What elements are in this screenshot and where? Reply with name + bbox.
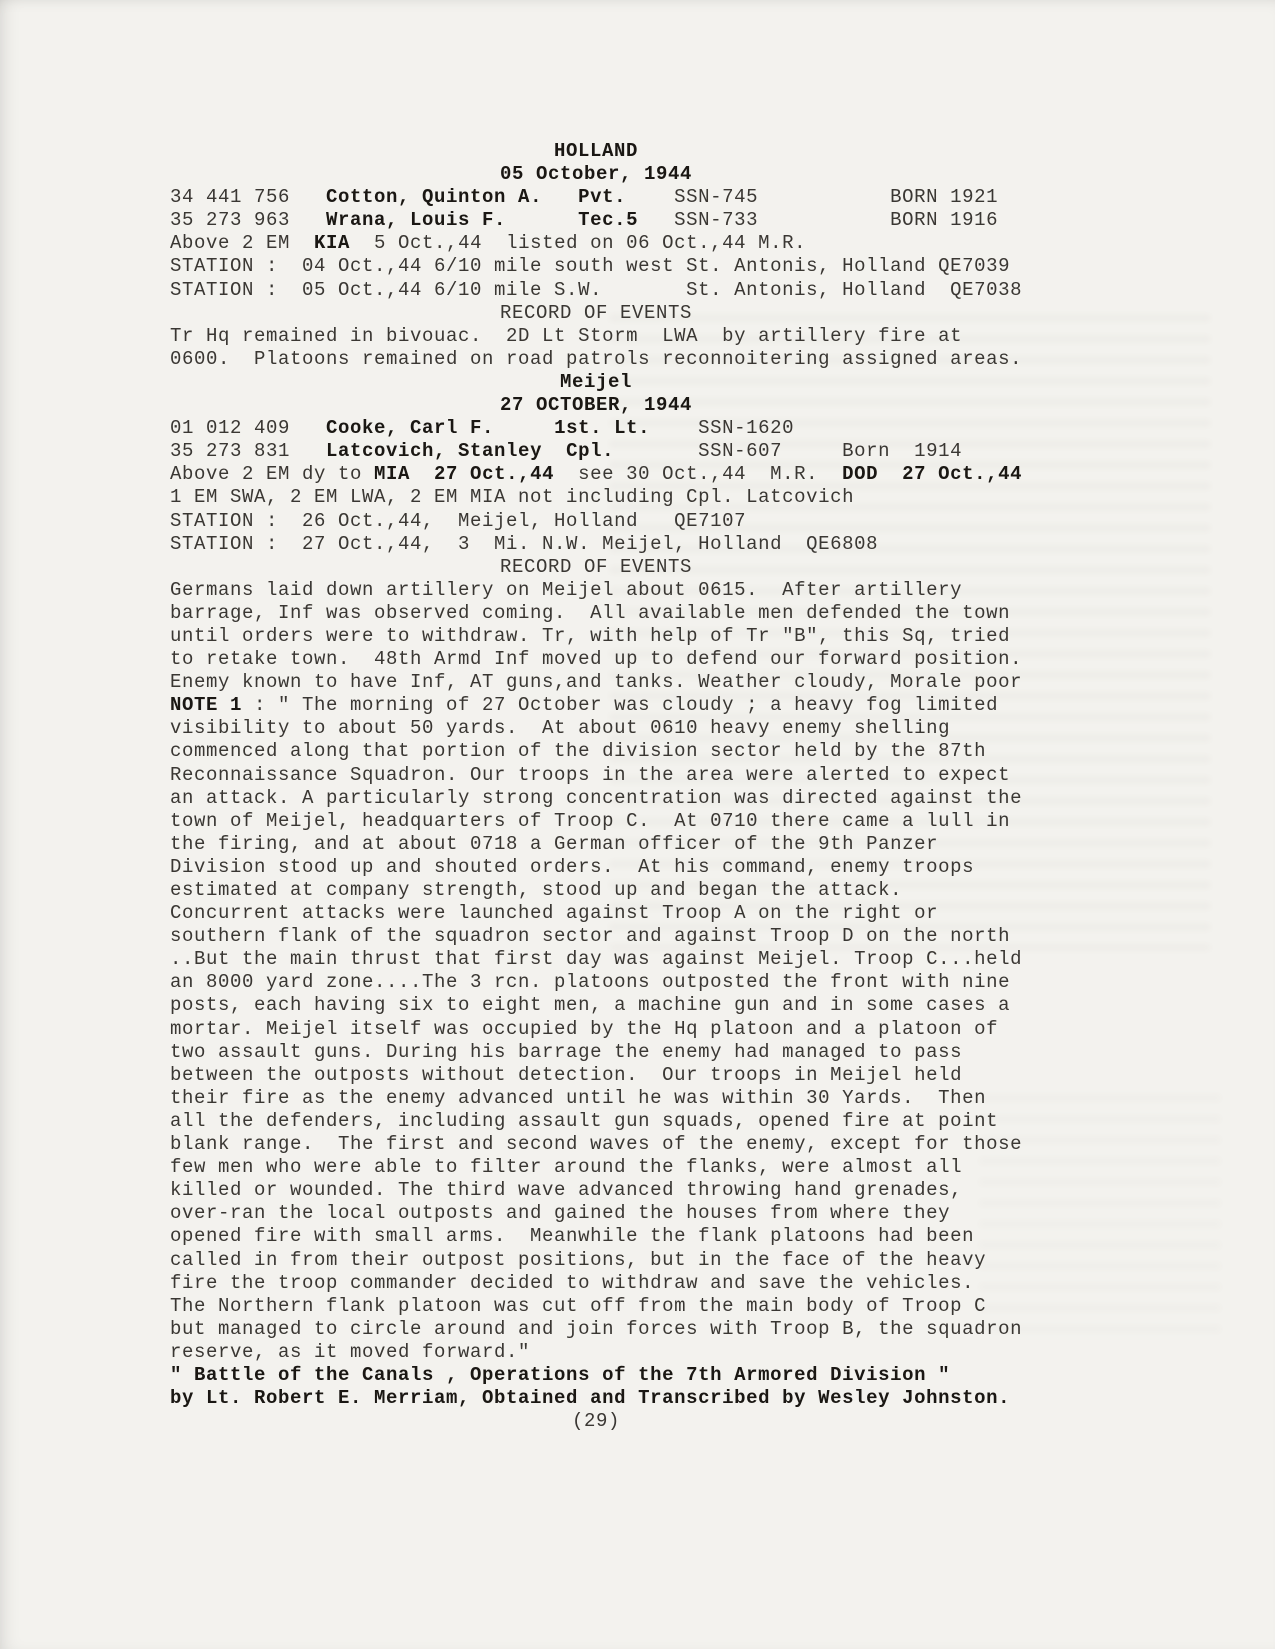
note-line [170, 694, 1022, 717]
text-segment [494, 417, 554, 439]
record-line [170, 671, 1022, 694]
text-segment: SSN-1620 [650, 417, 795, 440]
emphasis-text: Pvt. [578, 186, 627, 209]
text-segment: The Northern flank platoon was cut off from the main body of Troop C [170, 1294, 987, 1317]
text-segment: RECORD OF EVENTS [499, 301, 693, 324]
text-segment: barrage, Inf was observed coming. All available men defended the town [170, 601, 1011, 624]
roster-row [170, 209, 1022, 232]
record-line [170, 879, 1022, 902]
text-segment: mortar. Meijel itself was occupied by the Hq platoon and a platoon of [170, 1017, 999, 1040]
emphasis-text: " Battle of the Canals , Operations of the 7th Armored Division " [170, 1363, 951, 1386]
text-segment [506, 209, 578, 231]
record-line [170, 348, 1022, 371]
record-line [170, 902, 1022, 925]
record-line [170, 1156, 1022, 1179]
text-segment: all the defenders, including assault gun squads, opened fire at point [170, 1109, 999, 1132]
section-date [170, 394, 1022, 417]
roster-row [170, 186, 1022, 209]
text-segment: commenced along that portion of the division sector held by the 87th [170, 740, 987, 763]
text-segment: the firing, and at about 0718 a German officer of the 9th Panzer [170, 832, 939, 855]
roster-row [170, 417, 1022, 440]
citation-line [170, 1364, 1022, 1387]
record-line [170, 1041, 1022, 1064]
station-line [170, 510, 1022, 533]
text-segment: two assault guns. During his barrage the enemy had managed to pass [170, 1040, 963, 1063]
record-line [170, 1249, 1022, 1272]
text-segment: Concurrent attacks were launched against Troop A on the right or [170, 902, 939, 925]
text-segment: 0600. Platoons remained on road patrols reconnoitering assigned areas. [170, 347, 1023, 370]
text-segment: an attack. A particularly strong concentration was directed against the [170, 786, 1023, 809]
text-segment: but managed to circle around and join forces with Troop B, the squadron [170, 1317, 1023, 1340]
text-segment: STATION : 05 Oct.,44 6/10 mile S.W. St. Antonis, Holland QE7038 [170, 278, 1023, 301]
emphasis-text: Meijel [559, 370, 632, 393]
text-segment: 1 EM SWA, 2 EM LWA, 2 EM MIA not including Cpl. Latcovich [170, 486, 855, 509]
record-line [170, 1110, 1022, 1133]
document-content [170, 140, 1022, 1433]
section-title [170, 140, 1022, 163]
text-segment: (29) [571, 1410, 620, 1433]
emphasis-text: HOLLAND [553, 140, 638, 162]
record-line [170, 602, 1022, 625]
record-line [170, 925, 1022, 948]
emphasis-text: Cooke, Carl F. [326, 417, 495, 440]
text-segment: Above 2 EM [170, 232, 315, 255]
text-segment: Division stood up and shouted orders. At his command, enemy troops [170, 855, 975, 878]
text-segment: between the outposts without detection. Our troops in Meijel held [170, 1063, 963, 1086]
text-segment: 35 273 963 [170, 209, 327, 232]
text-segment: town of Meijel, headquarters of Troop C. At 0710 there came a lull in [170, 809, 1011, 832]
emphasis-text: 27 OCTOBER, 1944 [499, 394, 693, 417]
emphasis-text: DOD 27 Oct.,44 [842, 463, 1023, 486]
station-line [170, 279, 1022, 302]
record-line [170, 625, 1022, 648]
text-segment: their fire as the enemy advanced until he was within 30 Yards. Then [170, 1086, 987, 1109]
record-line [170, 579, 1022, 602]
text-segment: estimated at company strength, stood up and began the attack. [170, 879, 903, 901]
roster-row [170, 440, 1022, 463]
record-line [170, 1272, 1022, 1295]
citation-line [170, 1387, 1022, 1410]
page-number [170, 1410, 1022, 1433]
text-segment: killed or wounded. The third wave advanced throwing hand grenades, [170, 1179, 963, 1202]
record-line [170, 994, 1022, 1017]
record-line [170, 1225, 1022, 1248]
emphasis-text: by Lt. Robert E. Merriam, Obtained and Transcribed by Wesley Johnston. [170, 1387, 1011, 1410]
text-segment: Tr Hq remained in bivouac. 2D Lt Storm LWA by artillery fire at [170, 324, 963, 347]
emphasis-text: Cotton, Quinton A. [326, 186, 543, 209]
emphasis-text: KIA [314, 232, 351, 255]
text-segment: posts, each having six to eight men, a machine gun and in some cases a [170, 994, 1011, 1017]
text-segment: to retake town. 48th Armd Inf moved up to defend our forward position. [170, 648, 1023, 671]
record-line [170, 1202, 1022, 1225]
record-heading [170, 302, 1022, 325]
text-segment: southern flank of the squadron sector and against Troop D on the north [170, 925, 1011, 948]
record-line [170, 1179, 1022, 1202]
record-line [170, 740, 1022, 763]
text-segment: Reconnaissance Squadron. Our troops in the area were alerted to expect [170, 763, 1011, 786]
emphasis-text: Cpl. [566, 440, 615, 463]
text-segment: ..But the main thrust that first day was against Meijel. Troop C...held [170, 948, 1023, 971]
record-line [170, 764, 1022, 787]
text-segment [542, 186, 578, 208]
record-line [170, 810, 1022, 833]
record-line [170, 971, 1022, 994]
text-segment: Enemy known to have Inf, AT guns,and tanks. Weather cloudy, Morale poor [170, 671, 1023, 694]
text-segment: SSN-733 BORN 1916 [638, 209, 999, 232]
text-segment: blank range. The first and second waves of the enemy, except for those [170, 1133, 1023, 1156]
text-segment: SSN-745 BORN 1921 [626, 186, 999, 209]
text-segment: 5 Oct.,44 listed on 06 Oct.,44 M.R. [350, 232, 807, 255]
section-title [170, 371, 1022, 394]
emphasis-text: MIA 27 Oct.,44 [374, 463, 555, 486]
text-segment: until orders were to withdraw. Tr, with help of Tr "B", this Sq, tried [170, 624, 1011, 647]
casualty-line [170, 232, 1022, 255]
record-line [170, 717, 1022, 740]
text-segment: : " The morning of 27 October was cloudy ; a heavy fog limited [242, 694, 999, 717]
text-segment: opened fire with small arms. Meanwhile the flank platoons had been [170, 1225, 975, 1248]
record-line [170, 948, 1022, 971]
station-line [170, 255, 1022, 278]
record-line [170, 325, 1022, 348]
text-segment [542, 440, 566, 462]
emphasis-text: Wrana, Louis F. [326, 209, 507, 232]
text-segment: Germans laid down artillery on Meijel about 0615. After artillery [170, 578, 963, 601]
emphasis-text: 05 October, 1944 [499, 163, 693, 186]
text-segment: 01 012 409 [170, 417, 327, 440]
text-segment: STATION : 04 Oct.,44 6/10 mile south west St. Antonis, Holland QE7039 [170, 255, 1011, 278]
emphasis-text: NOTE 1 [170, 694, 243, 717]
text-segment: 34 441 756 [170, 186, 327, 209]
casualty-line [170, 463, 1022, 486]
text-segment: an 8000 yard zone....The 3 rcn. platoons outposted the front with nine [170, 971, 1011, 994]
record-line [170, 1018, 1022, 1041]
emphasis-text: Tec.5 [578, 209, 639, 232]
text-segment: see 30 Oct.,44 M.R. [554, 463, 843, 486]
text-segment: RECORD OF EVENTS [499, 555, 693, 578]
record-line [170, 856, 1022, 879]
text-segment: 35 273 831 [170, 440, 327, 463]
emphasis-text: 1st. Lt. [554, 417, 651, 440]
casualty-line [170, 486, 1022, 509]
station-line [170, 533, 1022, 556]
record-line [170, 1295, 1022, 1318]
record-line [170, 1133, 1022, 1156]
record-line [170, 1341, 1022, 1364]
record-line [170, 1318, 1022, 1341]
record-line [170, 833, 1022, 856]
text-segment: STATION : 27 Oct.,44, 3 Mi. N.W. Meijel, Holland QE6808 [170, 532, 879, 555]
record-line [170, 648, 1022, 671]
text-segment: reserve, as it moved forward." [170, 1340, 531, 1363]
text-segment: few men who were able to filter around the flanks, were almost all [170, 1156, 963, 1179]
text-segment: SSN-607 Born 1914 [614, 440, 963, 463]
text-segment: visibility to about 50 yards. At about 0610 heavy enemy shelling [170, 717, 951, 740]
text-segment: STATION : 26 Oct.,44, Meijel, Holland QE7107 [170, 509, 747, 532]
section-date [170, 163, 1022, 186]
text-segment: over-ran the local outposts and gained the houses from where they [170, 1202, 951, 1225]
text-segment: fire the troop commander decided to withdraw and save the vehicles. [170, 1271, 975, 1294]
text-segment: called in from their outpost positions, but in the face of the heavy [170, 1248, 987, 1271]
text-segment: Above 2 EM dy to [170, 463, 375, 486]
record-line [170, 1064, 1022, 1087]
emphasis-text: Latcovich, Stanley [326, 440, 543, 463]
record-line [170, 1087, 1022, 1110]
record-heading [170, 556, 1022, 579]
record-line [170, 787, 1022, 810]
